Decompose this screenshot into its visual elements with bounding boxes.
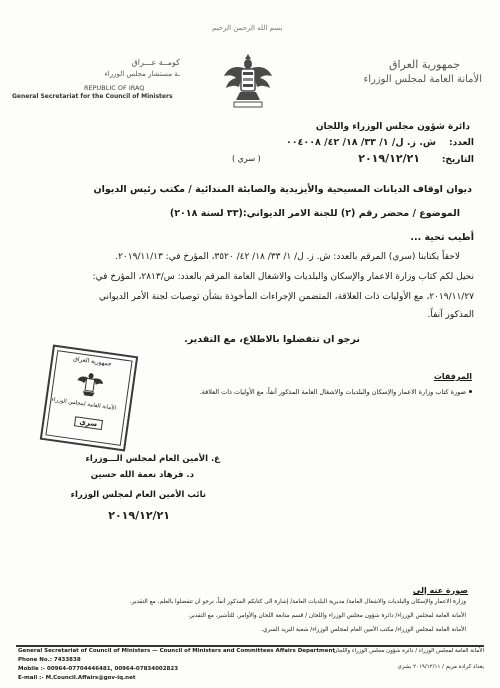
signature-date: ٢٠١٩/١٢/٢١ — [108, 509, 170, 522]
copies-item-2: الأمانة العامة لمجلس الوزراء/ دائرة شؤون مجلس الوزراء واللجان / قسم متابعة اللجان والأوامر، للتأشير، مع التقدير. — [188, 613, 466, 619]
footer-divider — [16, 645, 484, 647]
number-value: ش. ز. ل/ ١/ ٣٣/ ١٨/ ٤٢/ ٠٠٤٠٠٨ — [286, 137, 436, 148]
signature-line-3: نائب الأمين العام لمجلس الوزراء — [70, 490, 206, 500]
footer-email: E-mail :- M.Council.Affairs@gov-iq.net — [18, 675, 136, 681]
paragraph-2-line-1: نحيل لكم كتاب وزارة الاعمار والإسكان والبلديات والاشغال العامة المرقم بالعدد: س/٢٨١٣، المؤرخ في: — [92, 272, 474, 282]
header-left-arabic-2: ـة مستشار مجلس الوزراء — [104, 70, 180, 78]
date-value: ٢٠١٩/١٢/٢١ — [358, 152, 420, 165]
department-label: دائرة شؤون مجلس الوزراء واللجان — [315, 122, 470, 132]
attachments-title: المرفقات — [433, 372, 472, 381]
greeting: أطيب تحية ... — [410, 232, 474, 243]
stamp-line-1: جمهورية العراق — [72, 355, 113, 368]
attachments-item-1: صورة كتاب وزارة الاعمار والإسكان والبلديات والاشغال العامة المذكور آنفاً، مع الأوليات ذات العلاقة. — [199, 388, 466, 396]
copies-item-3: الأمانة العامة لمجلس الوزراء/ مكتب الأمين العام لمجلس الوزراء/ شعبة البريد السري. — [261, 627, 466, 633]
stamp-eagle-icon — [74, 368, 106, 400]
iraq-eagle-emblem-icon — [222, 50, 274, 112]
official-stamp — [40, 344, 139, 451]
copies-title: صورة عنه إلى — [412, 586, 468, 595]
basmala: بسم الله الرحمن الرحيم — [212, 24, 283, 32]
header-right-arabic-2: الأمانة العامة لمجلس الوزراء — [363, 74, 482, 85]
subject-line: الموضوع / محضر رقم (٢) للجنة الامر الديواني:(٣٣ لسنة ٢٠١٨) — [169, 208, 460, 219]
footer-phone: Phone No.: 7433838 — [18, 657, 81, 663]
date-label: التاريخ: — [441, 155, 474, 165]
copies-item-1: وزارة الاعمار والإسكان والبلديات والاشغال العامة/ مديرية البلديات العامة/ إشارة الى كتابكم المذكور آنفاً، نرجو ان تتفضلوا بالعلم، مع التقدير. — [129, 599, 466, 605]
addressee: ديوان اوقاف الديانات المسيحية والأيزيدية والصابئة المندائية / مكتب رئيس الديوان — [93, 184, 472, 195]
footer-ar-line-1: الأمانة العامة لمجلس الوزراء / دائرة شؤون مجلس الوزراء واللجان — [333, 648, 484, 654]
classification-label: ( سري ) — [232, 154, 261, 163]
signature-line-2: د. فرهاد نعمة الله حسين — [90, 470, 194, 480]
footer-ar-line-2: بغداد كرادة مريم / ٢٠١٩/١٢/١١ بشرى — [397, 664, 484, 670]
footer-mobile: Mobile :- 00964-07704446481, 00964-07834002823 — [18, 666, 179, 672]
stamp-line-2: الأمانة العامة لمجلس الوزراء — [50, 396, 117, 412]
header-right-arabic-1: جمهورية العراق — [388, 58, 460, 71]
number-label: العدد: — [449, 138, 474, 148]
header-left-en-1: REPUBLIC OF IRAQ — [84, 84, 145, 92]
paragraph-2-line-3: المذكور آنفاً. — [427, 310, 474, 320]
footer-en-line: General Secretariat of Council of Ministers — Council of Ministers and Committees Affairs Department — [18, 648, 335, 654]
paragraph-1: لاحقاً بكتابنا (سري) المرقم بالعدد: ش. ز. ل/ ١/ ٣٣/ ١٨/ ٤٢/ ٣٥٢٠، المؤرخ في: ٢٠١٩/١١/١٣. — [115, 252, 460, 262]
signature-line-1: ع. الأمين العام لمجلس الـــوزراء — [85, 454, 220, 464]
attachments-bullet — [469, 390, 472, 393]
header-left-en-2: General Secretariat for the Council of Ministers — [12, 93, 173, 100]
stamp-line-3: سري — [74, 416, 103, 430]
paragraph-2-line-2: ٢٠١٩/١١/٢٧، مع الأوليات ذات العلاقة، المتضمن الإجراءات المأخوذة بشأن توصيات لجنة الأمر الديواني — [99, 292, 474, 302]
closing-line: نرجو ان تتفضلوا بالاطلاع، مع التقدير. — [184, 334, 360, 345]
header-left-arabic-1: كومــة عـــراق — [131, 58, 180, 67]
